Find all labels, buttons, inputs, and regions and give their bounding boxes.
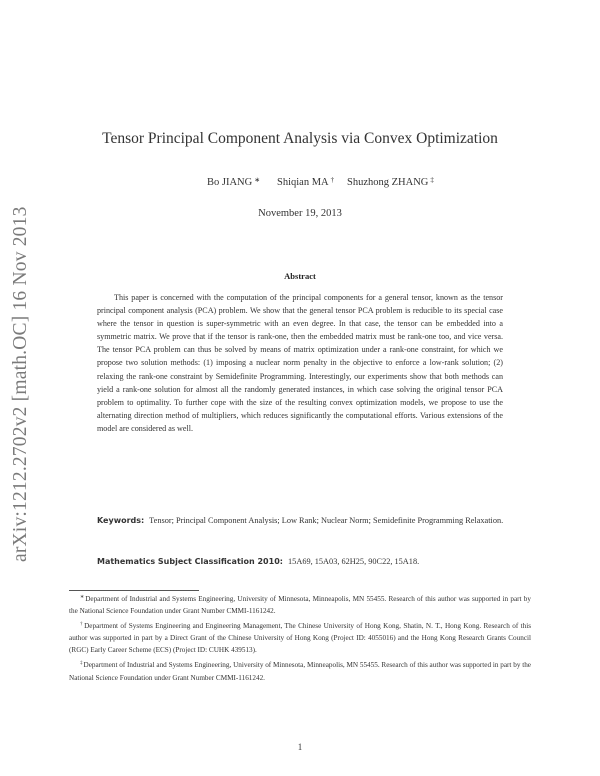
- author-list: [0, 176, 600, 192]
- author-shuzhong-zhang: [347, 176, 434, 188]
- author-footnote-mark: ∗: [254, 176, 261, 184]
- footnote-affiliation-zhang: [69, 658, 531, 683]
- footnote-text: Department of Industrial and Systems Engineering, University of Minnesota, Minneapolis, MN 55455. Research of this author was supported in part by the National Science Foundation under Grant Number CMMI-1161242.: [69, 661, 532, 682]
- author-name: Shiqian MA: [277, 177, 329, 188]
- footnote-mark: ∗: [80, 595, 85, 600]
- msc-codes: 15A69, 15A03, 62H25, 90C22, 15A18.: [288, 557, 420, 566]
- footnote-affiliation-ma: [69, 619, 531, 656]
- author-name: Shuzhong ZHANG: [347, 177, 429, 188]
- footnote-affiliation-jiang: [69, 592, 531, 617]
- footnote-mark: ‡: [80, 661, 83, 667]
- footnote-divider: [69, 590, 199, 591]
- author-footnote-mark: †: [330, 176, 335, 184]
- footnote-mark: †: [80, 622, 84, 628]
- author-bo-jiang: [207, 176, 260, 188]
- page-number: 1: [297, 742, 303, 752]
- msc-classification: [97, 555, 517, 568]
- publication-date: November 19, 2013: [258, 208, 342, 219]
- footnote-text: Department of Industrial and Systems Engineering, University of Minnesota, Minneapolis, MN 55455. Research of this author was supported in part by the National Science Foundation under Grant Number CMMI-1161242.: [69, 595, 531, 616]
- paper-title: Tensor Principal Component Analysis via Convex Optimization: [102, 130, 498, 147]
- keywords-text: Tensor; Principal Component Analysis; Low Rank; Nuclear Norm; Semidefinite Programming Relaxation.: [149, 516, 504, 525]
- abstract-text: This paper is concerned with the computation of the principal components for a general tensor, known as the tensor principal component analysis (PCA) problem. We show that the general tensor PCA problem is reducible to its special case where the tensor in question is super-symmetric with an even degree. In that case, the tensor can be embedded into a symmetric matrix. We prove that if the tensor is rank-one, then the embedded matrix must be rank-one too, and vice versa. The tensor PCA problem can thus be solved by means of matrix optimization under a rank-one constraint, for which we propose two solution methods: (1) imposing a nuclear norm penalty in the objective to enforce a low-rank solution; (2) relaxing the rank-one constraint by Semidefinite Programming. Interestingly, our experiments show that both methods can yield a rank-one solution for almost all the randomly generated instances, in which case solving the original tensor PCA problem to optimality. To further cope with the size of the resulting convex optimization models, we propose to use the alternating direction method of multipliers, which reduces significantly the computational efforts. Various extensions of the model are considered as well.: [97, 293, 503, 433]
- author-shiqian-ma: [277, 176, 334, 188]
- arxiv-identifier-stamp: arXiv:1212.2702v2 [math.OC] 16 Nov 2013: [10, 206, 31, 562]
- keywords-label: Keywords:: [97, 516, 145, 525]
- author-name: Bo JIANG: [207, 177, 253, 188]
- abstract-heading: Abstract: [284, 271, 316, 281]
- keywords-section: [97, 514, 507, 527]
- footnote-text: Department of Systems Engineering and Engineering Management, The Chinese University of Hong Kong, Shatin, N. T., Hong Kong. Research of this author was supported in part by a Direct Grant of the Chinese University of Hong Kong (Project ID: 4055016) and the Hong Kong Research Grants Council (RGC) Early Career Scheme (ECS) (Project ID: CUHK 439513).: [69, 622, 532, 655]
- footnotes: [69, 592, 531, 686]
- author-footnote-mark: ‡: [430, 176, 434, 184]
- msc-label: Mathematics Subject Classification 2010:: [97, 557, 283, 566]
